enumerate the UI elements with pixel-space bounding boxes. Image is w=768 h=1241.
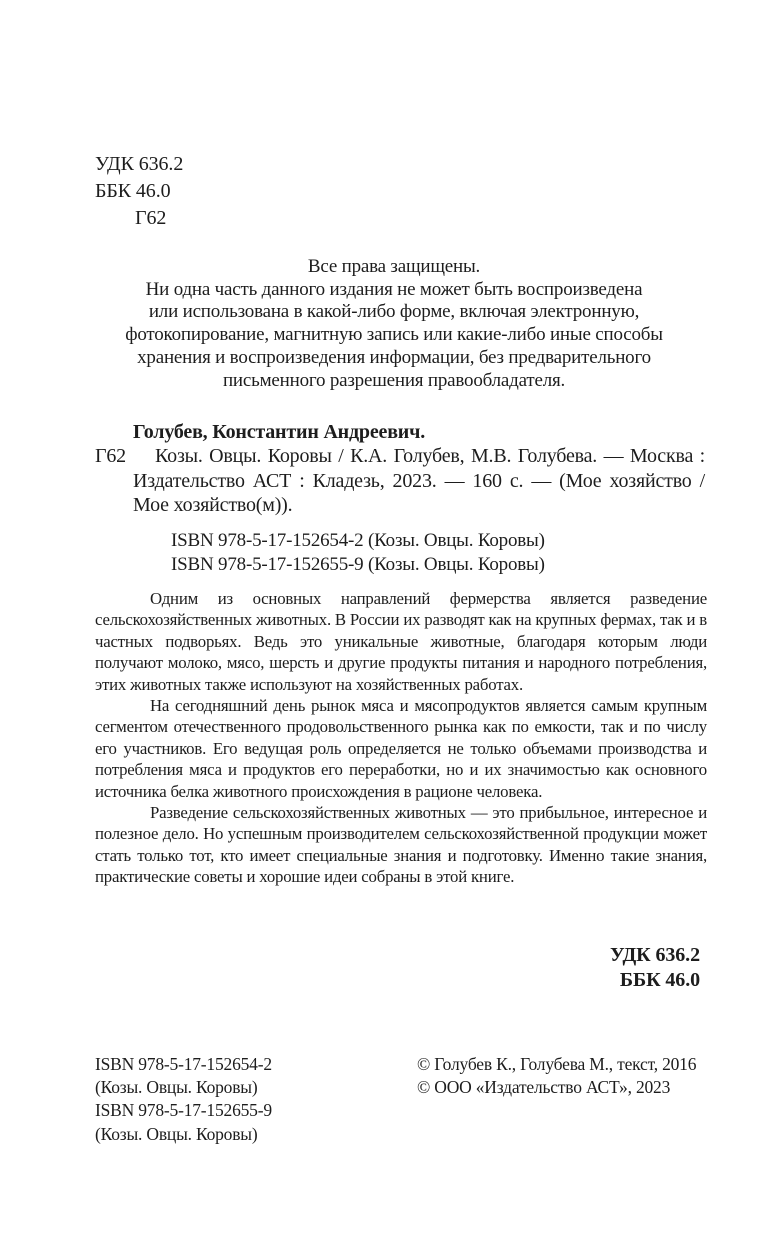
bbk-code-bottom: ББК 46.0 — [619, 969, 700, 991]
rights-line-6: письменного разрешения правообладателя. — [222, 369, 566, 391]
udk-code-bottom: УДК 636.2 — [609, 944, 700, 966]
rights-line-1: Все права защищены. — [307, 256, 481, 277]
footer-copyright-column — [417, 1053, 696, 1099]
rights-line-5: хранения и воспроизведения информации, без предварительного — [137, 346, 651, 368]
annotation-paragraph-2: На сегодняшний день рынок мяса и мясопродуктов является самым крупным сегментом отечественного продовольственного рынка как по емкости, так и по числу его участников. Его ведущая роль определяется не только объемами производства и потребления мяса и продуктов его переработки, но и их значимостью как основного источника белка животного происхождения в рационе человека. — [95, 696, 707, 801]
bibliographic-entry — [95, 420, 705, 518]
top-codes-block — [95, 151, 183, 232]
entry-author-sign-code: Г62 — [95, 445, 126, 468]
author-sign-code-top: Г62 — [135, 207, 167, 229]
isbn-line-1: ISBN 978-5-17-152654-2 (Козы. Овцы. Коровы) — [171, 530, 545, 551]
entry-description: Козы. Овцы. Коровы / К.А. Голубев, М.В. Голубева. — Москва : Издательство АСТ : Кладезь, 2023. — 160 с. — (Мое хозяйство / Мое хозяйство(м)). — [133, 445, 705, 517]
bottom-codes-block — [610, 943, 700, 993]
catalog-entry — [95, 444, 705, 517]
isbn-block — [171, 529, 545, 576]
footer-isbn-line-3: ISBN 978-5-17-152655-9 — [95, 1100, 272, 1121]
copyright-line-2: © ООО «Издательство АСТ», 2023 — [417, 1077, 671, 1098]
rights-line-2: Ни одна часть данного издания не может быть воспроизведена — [145, 278, 643, 300]
copyright-line-1: © Голубев К., Голубева М., текст, 2016 — [417, 1054, 697, 1074]
footer-isbn-column — [95, 1053, 272, 1146]
annotation-paragraph-3: Разведение сельскохозяйственных животных — это прибыльное, интересное и полезное дело. Но успешным производителем сельскохозяйственной продукции может стать только тот, кто имеет специальные знания и подготовку. Именно такие знания, практические советы и хорошие идеи собраны в этой книге. — [95, 803, 707, 887]
rights-notice — [84, 256, 704, 392]
isbn-line-2: ISBN 978-5-17-152655-9 (Козы. Овцы. Коровы) — [171, 553, 545, 575]
annotation-paragraph-1: Одним из основных направлений фермерства является разведение сельскохозяйственных животных. В России их разводят как на крупных фермах, так и в частных подворьях. Ведь это уникальные животные, благодаря которым люди получают молоко, мясо, шерсть и другие продукты питания и народного потребления, этих животных также используют на хозяйственных работах. — [95, 589, 707, 694]
rights-line-4: фотокопирование, магнитную запись или какие-либо иные способы — [125, 324, 663, 346]
udk-code-top: УДК 636.2 — [95, 153, 184, 175]
footer-isbn-line-2: (Козы. Овцы. Коровы) — [95, 1077, 258, 1098]
footer-isbn-line-4: (Козы. Овцы. Коровы) — [95, 1123, 258, 1144]
rights-line-3: или использована в какой-либо форме, включая электронную, — [148, 301, 640, 323]
footer-isbn-line-1: ISBN 978-5-17-152654-2 — [95, 1054, 272, 1074]
annotation-block — [95, 588, 707, 888]
author-heading: Голубев, Константин Андреевич. — [133, 421, 426, 443]
bbk-code-top: ББК 46.0 — [95, 180, 171, 202]
